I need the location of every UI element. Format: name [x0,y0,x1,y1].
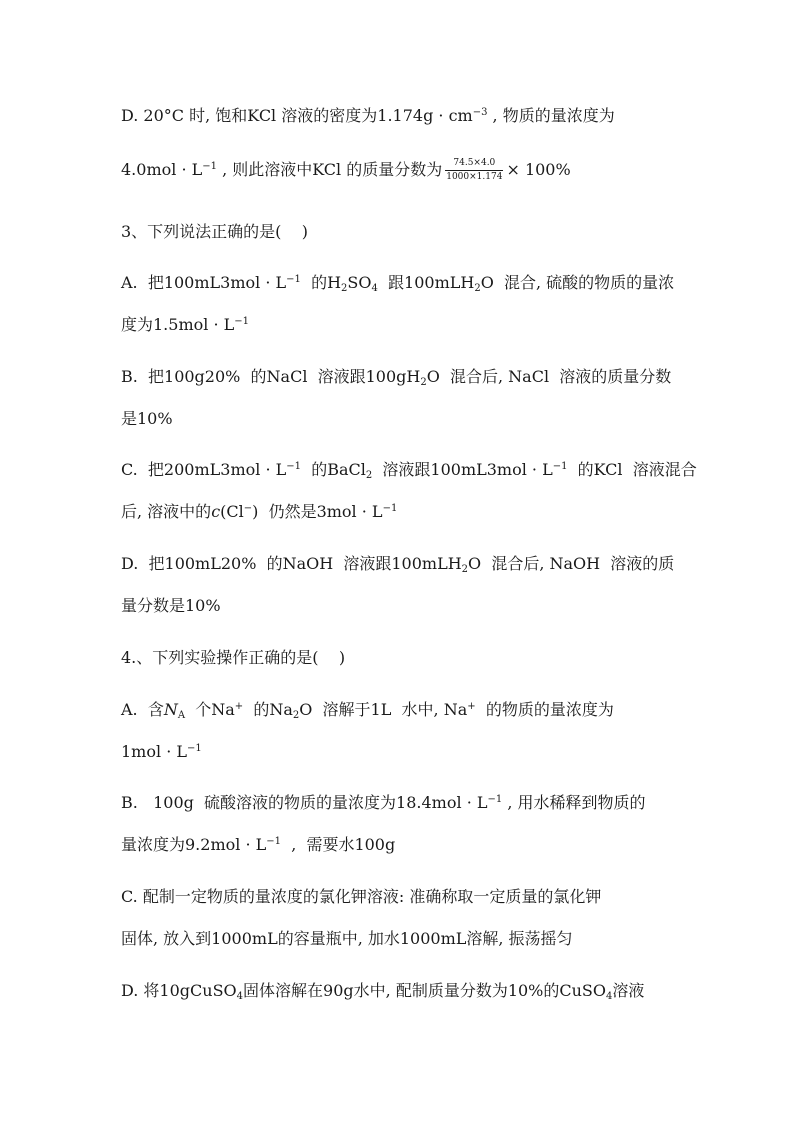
q3-option-a-line1: A. 把$100mL3mol \cdot L^{-1}$ 的$H_2SO_4$ 跟100mLH$_2$O 混合, 硫酸的物质的量浓 [121,273,675,294]
q3-option-c-line2: 后, 溶液中的c(Cl−) 仍然是$3mol \cdot L^{-1}$ [121,502,398,521]
q3-option-c-line1: C. 把$200mL3mol \cdot L^{-1}$ 的BaCl$_2$ 溶液跟$100mL3mol \cdot L^{-1}$ 的KCl 溶液混合 [121,460,697,481]
mass-fraction-formula: $\frac{74.5\times 4.0}{1000\times 1.174}$ [446,158,503,182]
q4-stem: 4.、下列实验操作正确的是( ) [121,648,346,667]
q4-option-a-line2: $1mol \cdot L^{-1}$ [121,742,202,761]
q4-option-d-line1: D. 将10gCuSO$_4$固体溶解在90g水中, 配制质量分数为10%的CuSO$_4$溶液 [121,981,645,1002]
q3-stem: 3、下列说法正确的是( ) [121,222,309,241]
q4-option-b-line1: B. 100g 硫酸溶液的物质的量浓度为$18.4mol \cdot L^{-1}$ , 用水稀释到物质的 [121,793,646,812]
q3-option-d-line1: D. 把100mL20% 的NaOH 溶液跟100mLH$_2$O 混合后, NaOH 溶液的质 [121,554,675,575]
q3-option-b-line2: 是10% [121,409,173,428]
q3-option-a-line2: 度为$1.5mol \cdot L^{-1}$ [121,315,250,334]
q3-option-b-line1: B. 把100g20% 的NaCl 溶液跟$100gH_2O$ 混合后, NaCl 溶液的质量分数 [121,367,672,388]
q4-option-a-line1: A. 含$N_A$ 个Na+ 的$Na_2O$ 溶解于1L 水中, Na+ 的物质的量浓度为 [121,700,614,721]
q2-option-d-line2: $4.0mol \cdot L^{-1}$ , 则此溶液中KCl 的质量分数为 $\frac{74.5\times 4.0}{1000\times 1.174}$ × 100% [121,158,571,182]
q4-option-c-line2: 固体, 放入到1000mL的容量瓶中, 加水1000mL溶解, 振荡摇匀 [121,929,573,948]
q3-option-d-line2: 量分数是10% [121,596,221,615]
q2-option-d-line1: D. 20°C 时, 饱和KCl 溶液的密度为$1.174g \cdot cm^{-3}$ , 物质的量浓度为 [121,106,615,125]
q4-option-b-line2: 量浓度为$9.2mol \cdot L^{-1}$ , 需要水100g [121,835,396,854]
q4-option-c-line1: C. 配制一定物质的量浓度的氯化钾溶液: 准确称取一定质量的氯化钾 [121,887,602,906]
